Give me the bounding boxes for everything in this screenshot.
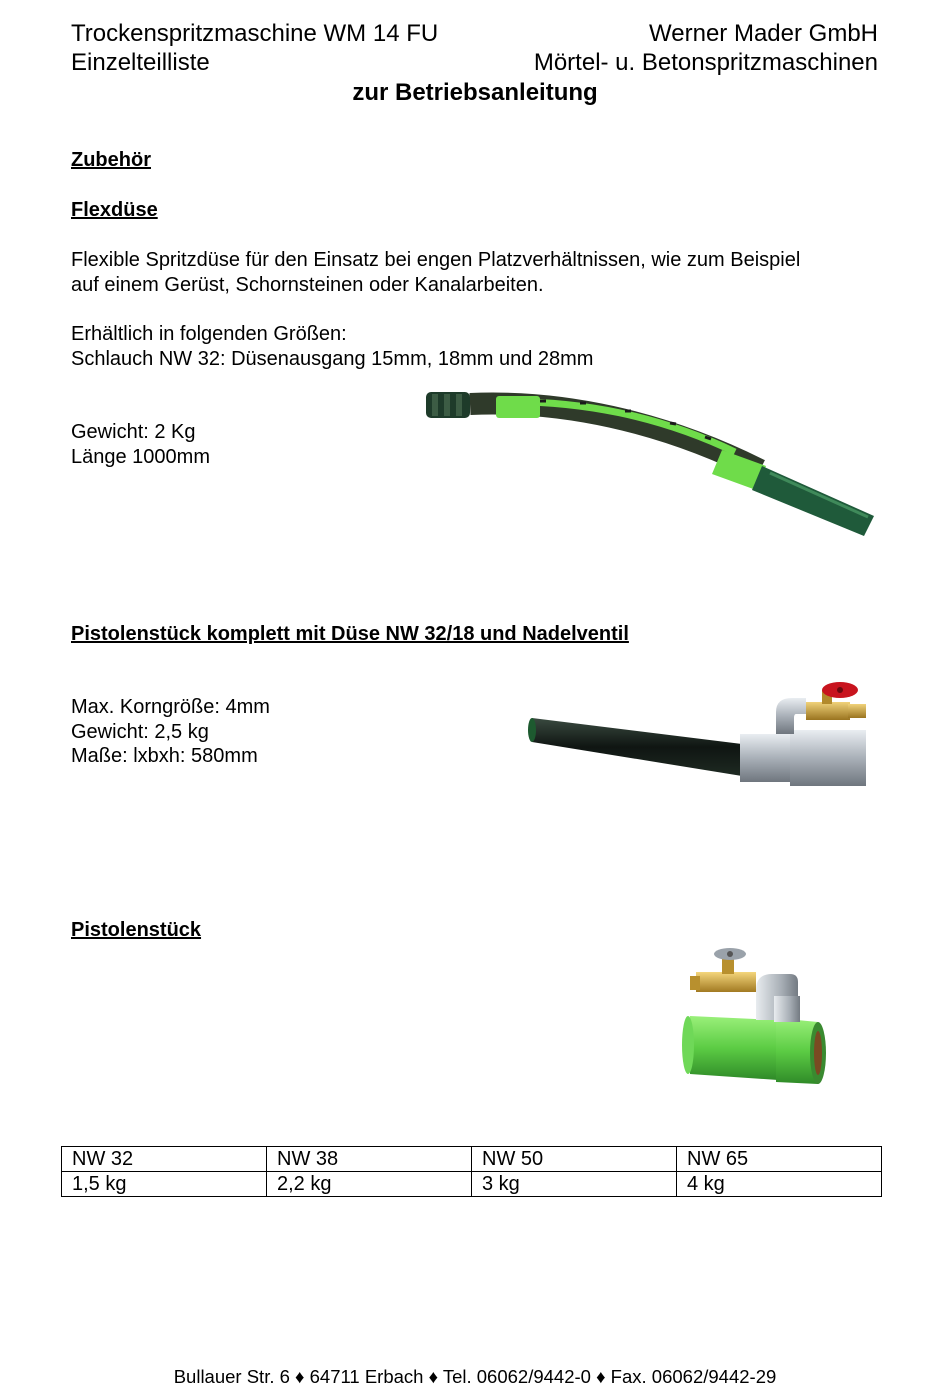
- pistol-size-weight-table: [61, 1146, 882, 1197]
- heading-flex-nozzle: Flexdüse: [71, 199, 158, 221]
- table-cell: NW 65: [677, 1147, 882, 1172]
- table-cell: NW 50: [472, 1147, 677, 1172]
- doc-subtitle: Einzelteilliste: [71, 49, 210, 76]
- spec-grain-size: Max. Korngröße: 4mm: [71, 696, 270, 718]
- heading-pistol-complete: Pistolenstück komplett mit Düse NW 32/18 und Nadelventil: [71, 623, 629, 645]
- availability-line: Schlauch NW 32: Düsenausgang 15mm, 18mm und 28mm: [71, 347, 594, 370]
- section-heading-accessories: Zubehör: [71, 149, 151, 171]
- table-cell: NW 32: [62, 1147, 267, 1172]
- spec-weight: Gewicht: 2,5 kg: [71, 720, 209, 743]
- description-line: Flexible Spritzdüse für den Einsatz bei engen Platzverhältnissen, wie zum Beispiel: [71, 249, 801, 271]
- company-name: Werner Mader GmbH: [649, 20, 878, 47]
- table-cell: NW 38: [267, 1147, 472, 1172]
- table-row: [62, 1172, 882, 1197]
- table-row: [62, 1147, 882, 1172]
- table-cell: 4 kg: [677, 1172, 882, 1197]
- table-cell: 2,2 kg: [267, 1172, 472, 1197]
- table-cell: 3 kg: [472, 1172, 677, 1197]
- company-tagline: Mörtel- u. Betonspritzmaschinen: [533, 49, 878, 76]
- manual-reference: zur Betriebsanleitung: [352, 79, 598, 106]
- spec-dimensions: Maße: lxbxh: 580mm: [71, 745, 258, 767]
- footer-address: Bullauer Str. 6 ♦ 64711 Erbach ♦ Tel. 06062/9442-0 ♦ Fax. 06062/9442-29: [173, 1366, 777, 1387]
- table-cell: 1,5 kg: [62, 1172, 267, 1197]
- availability-line: Erhältlich in folgenden Größen:: [71, 323, 347, 345]
- heading-pistol: Pistolenstück: [71, 919, 202, 941]
- description-line: auf einem Gerüst, Schornsteinen oder Kanalarbeiten.: [71, 273, 544, 296]
- spec-length: Länge 1000mm: [71, 445, 210, 468]
- spec-weight: Gewicht: 2 Kg: [71, 421, 196, 443]
- doc-title: Trockenspritzmaschine WM 14 FU: [71, 20, 439, 47]
